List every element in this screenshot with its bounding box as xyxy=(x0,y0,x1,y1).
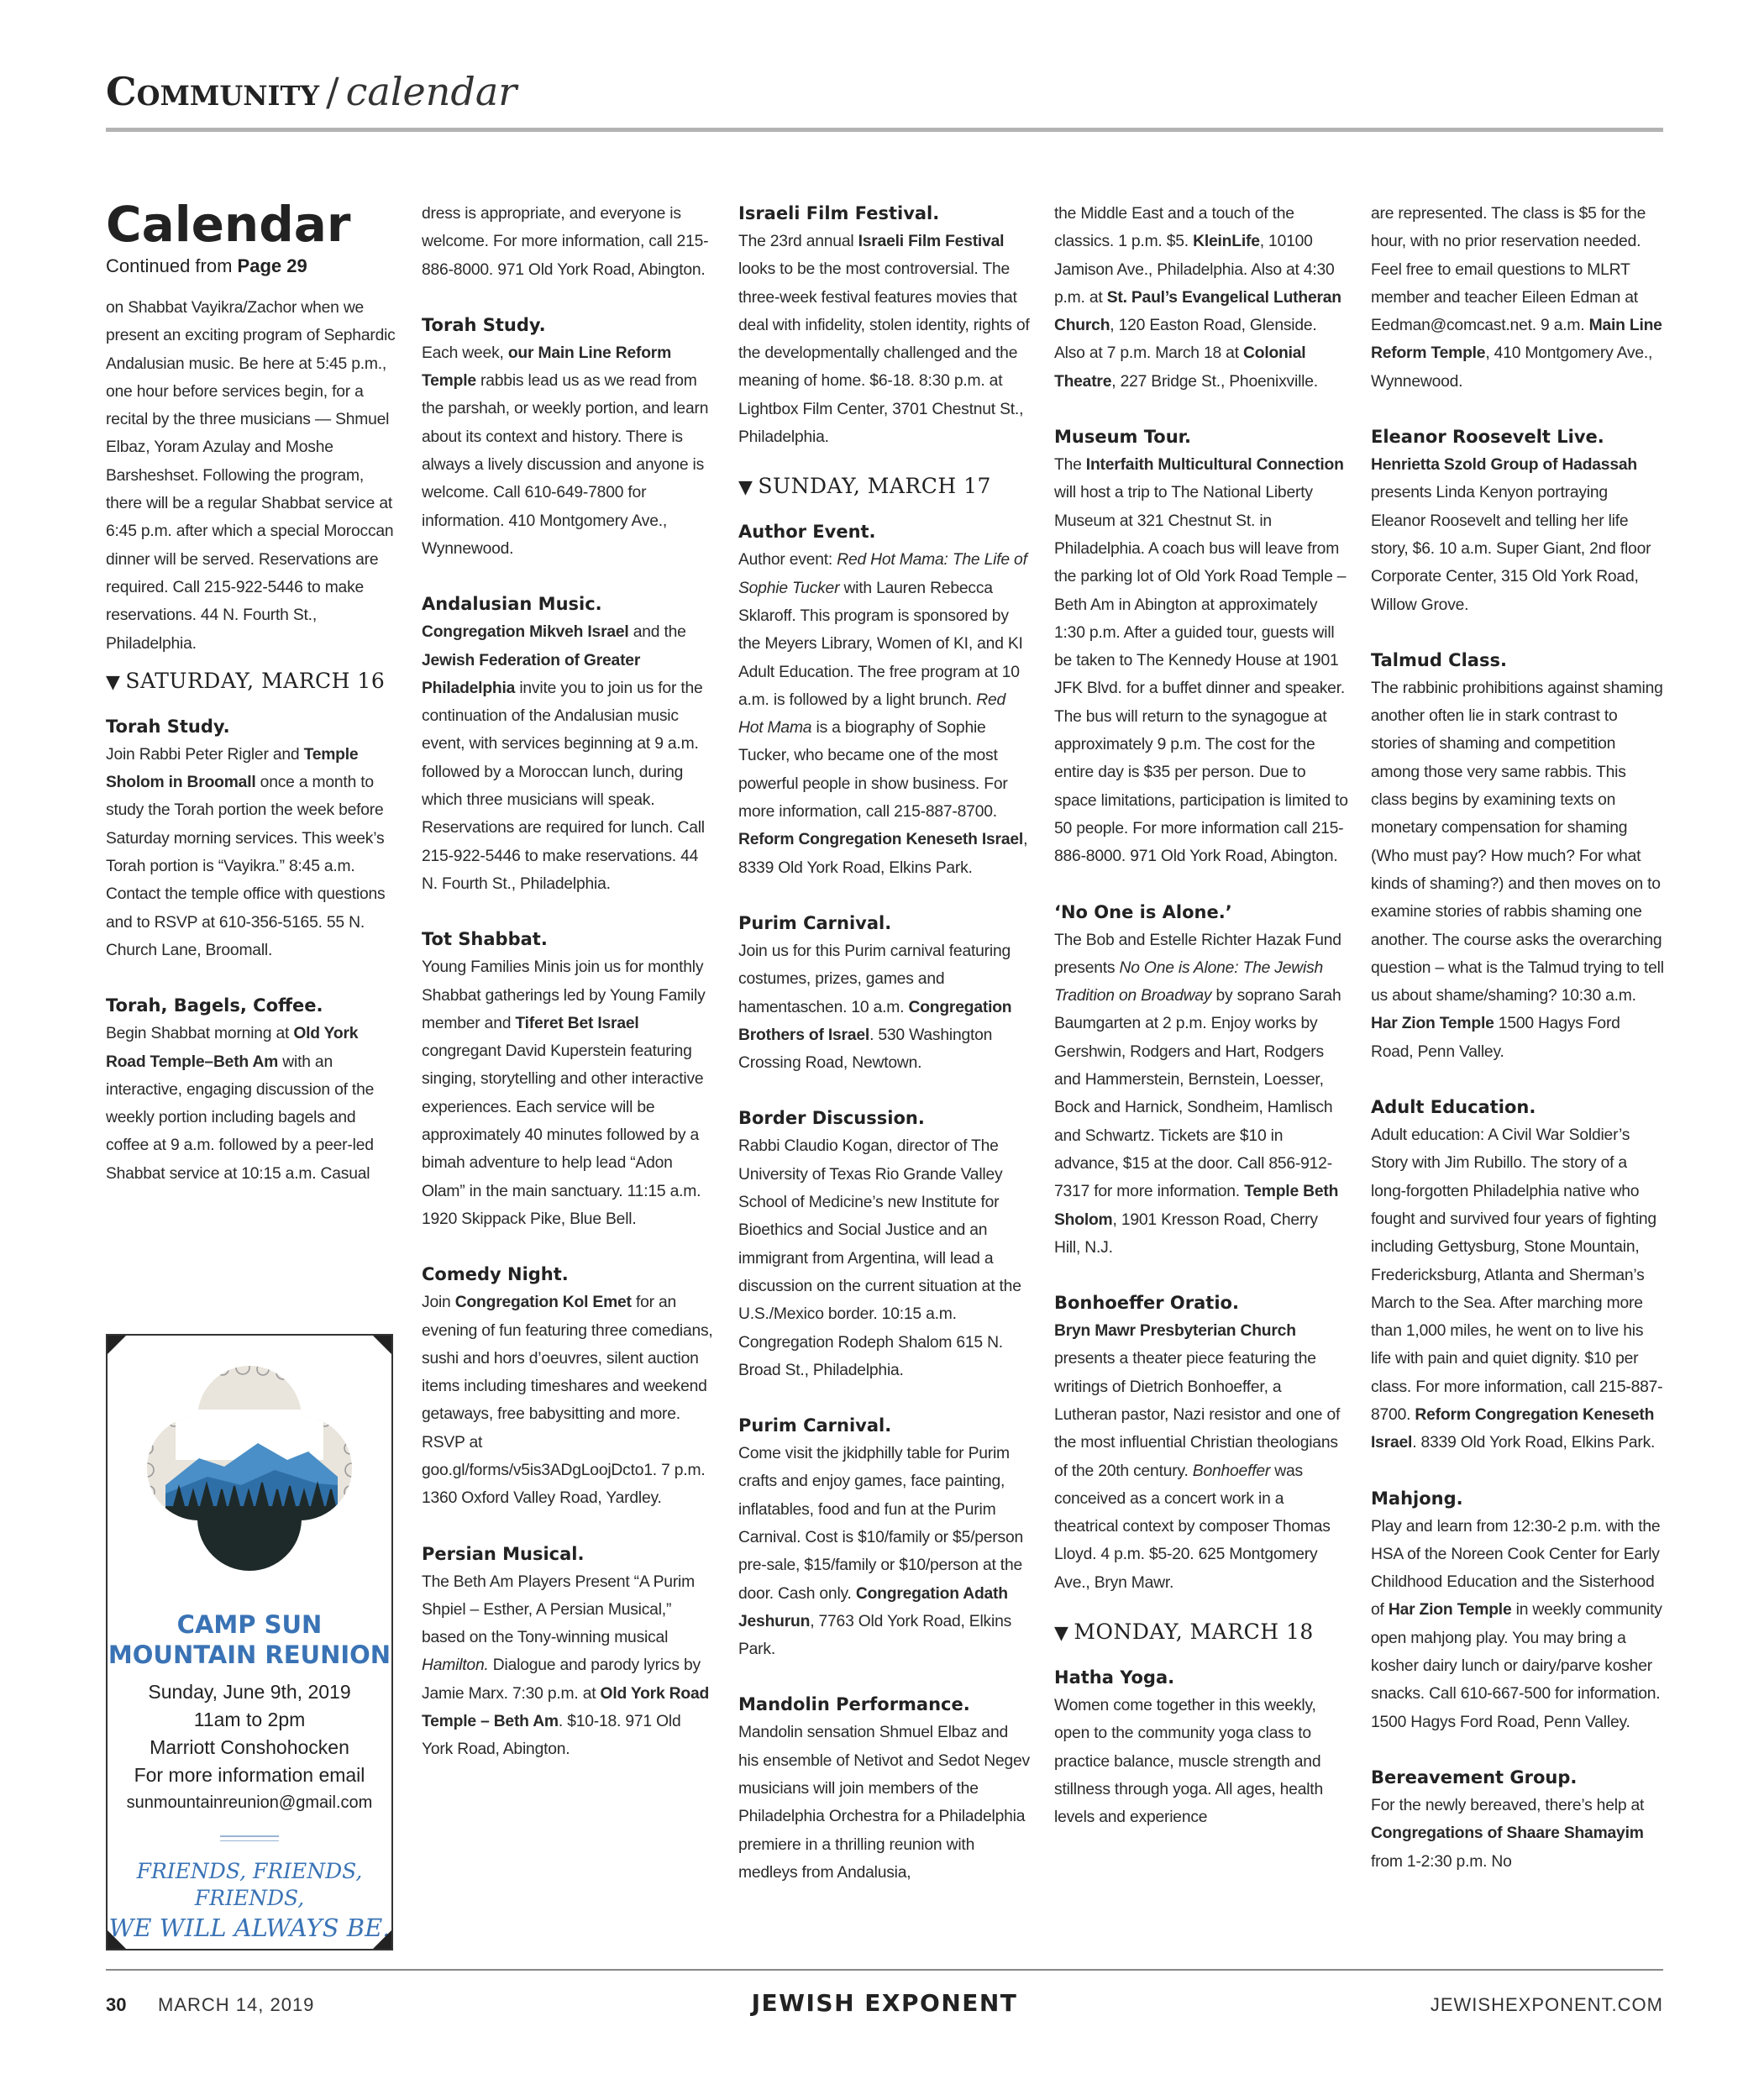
event-body: Come visit the jkidphilly table for Purim crafts and enjoy games, face painting, inflatables, food and fun at the Purim Carnival. Cost is $10/family or $5/person pre-sale, $15/family or $10/person at the door. Cash only. Congregation Adath Jeshurun, 7763 Old York Road, Elkins Park. xyxy=(738,1445,1024,1659)
ad-email-link[interactable]: sunmountainreunion@gmail.com xyxy=(126,1793,373,1812)
page-footer xyxy=(106,1969,1663,2021)
event-title: Comedy Night. xyxy=(422,1264,569,1285)
column-2 xyxy=(422,200,716,1939)
day-header-saturday xyxy=(106,664,400,700)
event-body: Women come together in this weekly, open to the community yoga class to practice balance, muscle strength and stillness through yoga. All ages, health levels and experience xyxy=(1054,1697,1323,1827)
event-body: The 23rd annual Israeli Film Festival looks to be the most controversial. The three-week festival features movies that deal with infidelity, stolen identity, rights of the developmentally challenged and the meaning of home. $6-18. 8:30 p.m. at Lightbox Film Center, 3701 Chestnut St., Philadelphia. xyxy=(738,233,1030,447)
event-body: The Interfaith Multicultural Connection will host a trip to The National Liberty Museum at 321 Chestnut St. in Philadelphia. A coach bus will leave from the parking lot of Old York Road Temple – Beth Am in Abington at approximately 1:30 p.m. After a guided tour, guests will be taken to The Kennedy House at 1901 JFK Blvd. for a buffet dinner and speaker. The bus will return to the synagogue at approximately 9 p.m. The cost for the entire day is $35 per person. Due to space limitations, participation is limited to 50 people. For more information call 215-886-8000. 971 Old York Road, Abington. xyxy=(1054,456,1348,866)
continued-text: the Middle East and a touch of the classics. 1 p.m. $5. KleinLife, 10100 Jamison Ave., Philadelphia. Also at 4:30 p.m. at St. Paul’s Evangelical Lutheran Church, 120 Easton Road, Glenside. Also at 7 p.m. March 18 at Colonial Theatre, 227 Bridge St., Phoenixville. xyxy=(1054,205,1341,391)
ad-tagline-2: WE WILL ALWAYS BE. xyxy=(108,1914,391,1942)
event-body: Each week, our Main Line Reform Temple rabbis lead us as we read from the parshah, or weekly portion, and learn about its context and history. There is always a lively discussion and anyone is welcome. Call 610-649-7800 for information. 410 Montgomery Ave., Wynnewood. xyxy=(422,344,709,558)
photo-corner xyxy=(373,1336,391,1354)
continued-text: are represented. The class is $5 for the hour, with no prior reservation needed. Feel free to email questions to MLRT member and teacher Eileen Edman at Eedman@comcast.net. 9 a.m. Main Line Reform Temple, 410 Montgomery Ave., Wynnewood. xyxy=(1371,205,1662,391)
event-body: Adult education: A Civil War Soldier’s Story with Jim Rubillo. The story of a long-forgotten Philadelphia native who fought and survived four years of fighting including Gettysburg, Stone Mountain, Fredericksburg, Atlanta and Sherman’s March to the Sea. After marching more than 1,000 miles, he went on to live his life with pain and quiet dignity. $10 per class. For more information, call 215-887-8700. Reform Congregation Keneseth Israel. 8339 Old York Road, Elkins Park. xyxy=(1371,1126,1663,1452)
triangle-down-icon: ▼ xyxy=(1054,1623,1069,1645)
event-body: The Beth Am Players Present “A Purim Shpiel – Esther, A Persian Musical,” based on the Tony-winning musical Hamilton. Dialogue and parody lyrics by Jamie Marx. 7:30 p.m. at Old York Road Temple – Beth Am. $10-18. 971 Old York Road, Abington. xyxy=(422,1572,710,1759)
event-title: Torah Study. xyxy=(106,716,230,737)
ad-divider xyxy=(220,1835,279,1841)
event-title: Persian Musical. xyxy=(422,1543,585,1564)
continued-page-link[interactable]: Page 29 xyxy=(237,255,307,276)
event-title: Talmud Class. xyxy=(1371,649,1507,670)
day-header-monday xyxy=(1054,1615,1348,1651)
day-label: SUNDAY, MARCH 17 xyxy=(758,474,991,499)
event-body: Congregation Mikveh Israel and the Jewish Federation of Greater Philadelphia invite you to join us for the continuation of the Andalusian music event, with services beginning at 9 a.m. followed by a Moroccan lunch, during which three musicians will speak. Reservations are required for lunch. Call 215-922-5446 to make reservations. 44 N. Fourth St., Philadelphia. xyxy=(422,623,705,893)
event-title: Tot Shabbat. xyxy=(422,929,548,950)
event-title: Adult Education. xyxy=(1371,1097,1536,1118)
intro-text: on Shabbat Vayikra/Zachor when we present an exciting program of Sephardic Andalusian music. Be here at 5:45 p.m., one hour before services begin, for a recital by the three musicians — Shmuel Elbaz, Yoram Azulay and Moshe Barsheshset. Following the program, there will be a regular Shabbat service at 6:45 p.m. after which a special Moroccan dinner will be served. Reservations are required. Call 215-922-5446 to make reservations. 44 N. Fourth St., Philadelphia. xyxy=(106,299,396,653)
photo-corner xyxy=(108,1930,126,1949)
event-body: Rabbi Claudio Kogan, director of The University of Texas Rio Grande Valley School of Medicine’s new Institute for Bioethics and Social Justice and an immigrant from Argentina, will lead a discussion on the current situation at the U.S./Mexico border. 10:15 a.m. Congregation Rodeph Shalom 615 N. Broad St., Philadelphia. xyxy=(738,1137,1021,1379)
page-number: 30 xyxy=(106,1994,127,2015)
day-header-sunday xyxy=(738,470,1032,505)
column-5 xyxy=(1371,200,1665,1939)
continued-prefix: Continued from xyxy=(106,255,238,276)
page-title: Calendar xyxy=(106,200,351,253)
event-title: Andalusian Music. xyxy=(422,594,602,615)
event-title: Museum Tour. xyxy=(1054,427,1191,448)
event-body: Bryn Mawr Presbyterian Church presents a theater piece featuring the writings of Dietrich Bonhoeffer, a Lutheran pastor, Nazi resistor and one of the most influential Christian theologians of the 20th century. Bonhoeffer was conceived as a concert work in a theatrical context by composer Thomas Lloyd. 4 p.m. $5-20. 625 Montgomery Ave., Bryn Mawr. xyxy=(1054,1322,1341,1592)
triangle-down-icon: ▼ xyxy=(106,671,121,693)
event-body: The rabbinic prohibitions against shaming another often lie in stark contrast to stories of shaming and competition among those very same rabbis. This class begins by examining texts on monetary compensation for shaming (Who must pay? How much? For what kinds of shaming?) and then moves on to examine stories of rabbis shaming one another. The course asks the overarching question – what is the Talmud trying to tell us about shame/shaming? 10:30 a.m. Har Zion Temple 1500 Hagys Ford Road, Penn Valley. xyxy=(1371,679,1664,1061)
ad-date: Sunday, June 9th, 2019 xyxy=(148,1681,351,1703)
continued-text: dress is appropriate, and everyone is welcome. For more information, call 215-886-8000. 971 Old York Road, Abington. xyxy=(422,205,709,279)
ad-tagline-1: FRIENDS, FRIENDS, FRIENDS, xyxy=(136,1859,363,1910)
event-body: Begin Shabbat morning at Old York Road Temple–Beth Am with an interactive, engaging discussion of the weekly portion including bagels and coffee at 9 a.m. followed by a peer-led Shabbat service at 10:15 a.m. Casual xyxy=(106,1025,375,1183)
event-title: Israeli Film Festival. xyxy=(738,203,940,223)
event-body: Join Congregation Kol Emet for an evening of fun featuring three comedians, sushi and hors d’oeuvres, silent auction items including timeshares and weekend getaways, free babysitting and more. RSVP at goo.gl/forms/v5is3ADgLoojDcto1. 7 p.m. 1360 Oxford Valley Road, Yardley. xyxy=(422,1294,713,1508)
event-title: Bereavement Group. xyxy=(1371,1767,1578,1788)
triangle-down-icon: ▼ xyxy=(738,477,753,499)
event-body: Young Families Minis join us for monthly Shabbat gatherings led by Young Family member and Tiferet Bet Israel congregant David Kuperstein featuring singing, storytelling and other interactive experiences. Each service will be approximately 40 minutes followed by a bimah adventure to help lead “Adon Olam” in the main sanctuary. 11:15 a.m. 1920 Skippack Pike, Blue Bell. xyxy=(422,958,706,1228)
event-title: Eleanor Roosevelt Live. xyxy=(1371,427,1604,448)
ad-time: 11am to 2pm xyxy=(193,1709,306,1730)
section-divider: / xyxy=(326,69,339,114)
event-title: Bonhoeffer Oratio. xyxy=(1054,1293,1239,1314)
event-title: ‘No One is Alone.’ xyxy=(1054,901,1232,922)
mountain-logo-icon xyxy=(140,1359,359,1578)
column-4 xyxy=(1054,200,1348,1939)
section-header xyxy=(106,69,1663,132)
photo-corner xyxy=(108,1336,126,1354)
camp-reunion-ad[interactable] xyxy=(106,1334,393,1950)
continued-note xyxy=(106,255,400,277)
event-body: Play and learn from 12:30-2 p.m. with the HSA of the Noreen Cook Center for Early Childhood Education and the Sisterhood of Har Zion Temple in weekly community open mahjong play. You may bring a kosher dairy lunch or dairy/parve kosher snacks. Call 610-667-500 for information. 1500 Hagys Ford Road, Penn Valley. xyxy=(1371,1517,1662,1731)
event-title: Border Discussion. xyxy=(738,1108,925,1129)
event-title: Hatha Yoga. xyxy=(1054,1667,1175,1688)
section-title: Community xyxy=(106,69,320,114)
day-label: MONDAY, MARCH 18 xyxy=(1074,1620,1314,1645)
event-title: Mahjong. xyxy=(1371,1488,1463,1509)
event-title: Purim Carnival. xyxy=(738,912,892,933)
event-body: Mandolin sensation Shmuel Elbaz and his ensemble of Netivot and Sedot Negev musicians will join members of the Philadelphia Orchestra for a Philadelphia premiere in a thrilling reunion with medleys from Andalusia, xyxy=(738,1724,1030,1882)
ad-venue: Marriott Conshohocken xyxy=(150,1736,349,1758)
event-body: For the newly bereaved, there’s help at Congregations of Shaare Shamayim from 1-2:30 p.m. No xyxy=(1371,1796,1645,1871)
event-title: Author Event. xyxy=(738,522,876,543)
event-title: Purim Carnival. xyxy=(738,1415,892,1436)
day-label: SATURDAY, MARCH 16 xyxy=(125,668,386,693)
section-subtitle: calendar xyxy=(345,69,517,114)
event-title: Mandolin Performance. xyxy=(738,1694,970,1715)
event-body: The Bob and Estelle Richter Hazak Fund presents No One is Alone: The Jewish Tradition on Broadway by soprano Sarah Baumgarten at 2 p.m. Enjoy works by Gershwin, Rodgers and Hart, Rodgers and Hammerstein, Bernstein, Loesser, Bock and Harnick, Sondheim, Hamlisch and Schwartz. Tickets are $10 in advance, $15 at the door. Call 856-912-7317 for more information. Temple Beth Sholom, 1901 Kresson Road, Cherry Hill, N.J. xyxy=(1054,931,1341,1257)
event-body: Join Rabbi Peter Rigler and Temple Sholom in Broomall once a month to study the Torah portion the week before Saturday morning services. This week’s Torah portion is “Vayikra.” 8:45 a.m. Contact the temple office with questions and to RSVP at 610-356-5165. 55 N. Church Lane, Broomall. xyxy=(106,745,386,959)
website-link[interactable]: JEWISHEXPONENT.COM xyxy=(1430,1994,1663,2015)
publication-name: JEWISH EXPONENT xyxy=(751,1989,1018,2017)
photo-corner xyxy=(373,1930,391,1949)
ad-title: CAMP SUN MOUNTAIN REUNION xyxy=(108,1610,391,1669)
event-title: Torah Study. xyxy=(422,314,546,335)
event-body: Author event: Red Hot Mama: The Life of Sophie Tucker with Lauren Rebecca Sklaroff. This program is sponsored by the Meyers Library, Women of KI, and KI Adult Education. The free program at 10 a.m. is followed by a light brunch. Red Hot Mama is a biography of Sophie Tucker, who became one of the most powerful people in show business. For more information, call 215-887-8700. Reform Congregation Keneseth Israel, 8339 Old York Road, Elkins Park. xyxy=(738,551,1028,877)
issue-date: MARCH 14, 2019 xyxy=(158,1994,315,2015)
ad-info: For more information email xyxy=(134,1764,365,1786)
event-title: Torah, Bagels, Coffee. xyxy=(106,995,323,1016)
event-body: Join us for this Purim carnival featuring costumes, prizes, games and hamentaschen. 10 a.m. Congregation Brothers of Israel. 530 Washington Crossing Road, Newtown. xyxy=(738,942,1012,1073)
column-3 xyxy=(738,200,1032,1939)
event-body: Henrietta Szold Group of Hadassah presents Linda Kenyon portraying Eleanor Roosevelt and telling her life story, $6. 10 a.m. Super Giant, 2nd floor Corporate Center, 315 Old York Road, Willow Grove. xyxy=(1371,456,1651,614)
